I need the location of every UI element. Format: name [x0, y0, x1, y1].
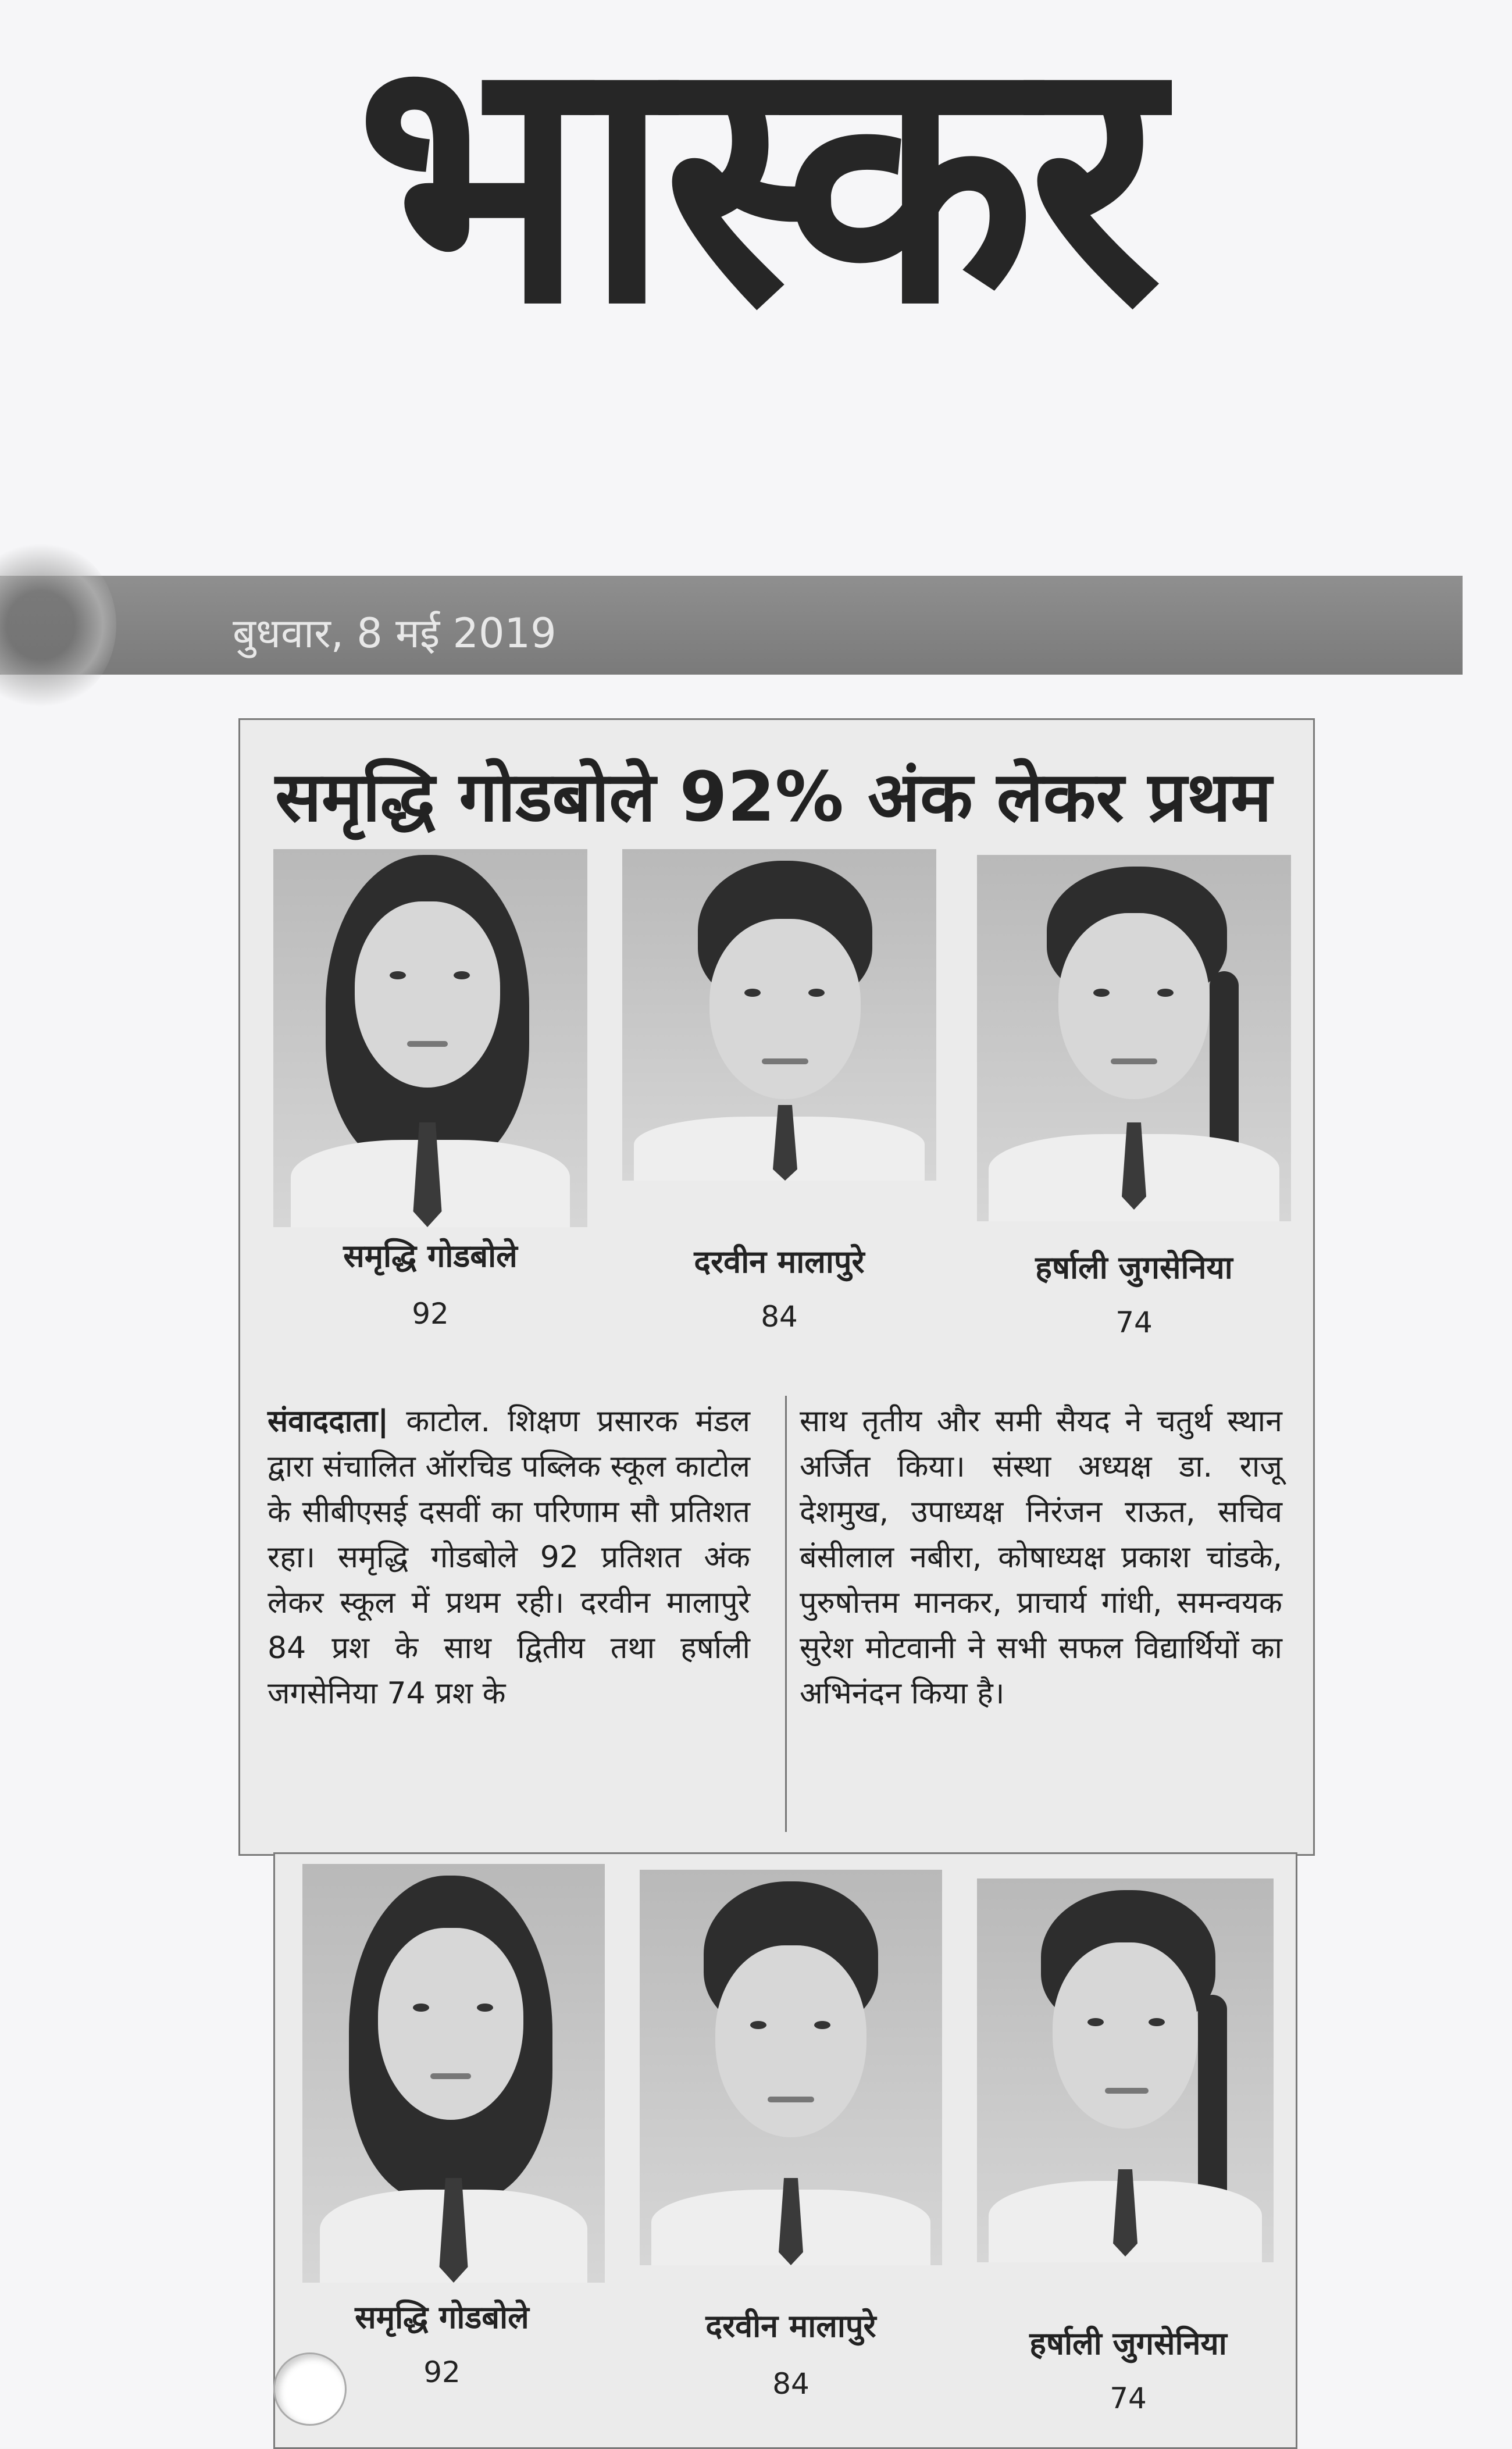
date-bar	[0, 576, 1463, 675]
student-photo-1	[273, 849, 587, 1227]
issue-date: बुधवार, 8 मई 2019	[233, 609, 557, 657]
article-text-2: साथ तृतीय और समी सैयद ने चतुर्थ स्थान अर्जित किया। संस्था अध्यक्ष डा. राजू देशमुख, उपाध्यक्ष निरंजन राऊत, सचिव बंसीलाल नबीरा, कोषाध्यक्ष प्रकाश चांडके, पुरुषोत्तम मानकर, प्राचार्य गांधी, समन्वयक सुरेश मोटवानी ने सभी सफल विद्यार्थियों का अभिनंदन किया है।	[800, 1404, 1282, 1711]
student-score-2-repeat: 84	[772, 2367, 810, 2401]
student-score-2: 84	[761, 1300, 798, 1334]
sun-logo-icon	[0, 541, 116, 710]
student-photo-2-repeat	[640, 1870, 942, 2265]
student-photo-3-repeat	[977, 1878, 1274, 2262]
student-name-2: दरवीन मालापुरे	[694, 1243, 865, 1280]
student-score-3: 74	[1115, 1306, 1153, 1339]
article-column-2	[800, 1399, 1282, 1716]
article-text-1: काटोल. शिक्षण प्रसारक मंडल द्वारा संचालित ऑरचिड पब्लिक स्कूल काटोल के सीबीएसई दसवीं का परिणाम सौ प्रतिशत रहा। समृद्धि गोडबोले 92 प्रतिशत अंक लेकर स्कूल में प्रथम रही। दरवीन मालापुरे 84 प्रश के साथ द्वितीय तथा हर्षाली जगसेनिया 74 प्रश के	[268, 1404, 751, 1711]
student-photo-3	[977, 855, 1291, 1221]
student-name-1-repeat: समृद्धि गोडबोले	[355, 2299, 529, 2336]
student-name-1: समृद्धि गोडबोले	[343, 1238, 518, 1274]
student-score-1: 92	[412, 1297, 449, 1331]
masthead	[47, 0, 1465, 380]
student-name-2-repeat: दरवीन मालापुरे	[705, 2308, 876, 2344]
column-divider	[785, 1396, 787, 1832]
masthead-title: भास्कर	[356, 0, 1156, 380]
student-score-1-repeat: 92	[423, 2355, 461, 2389]
article-byline: संवाददाता|	[268, 1404, 389, 1439]
headline: समृद्धि गोडबोले 92% अंक लेकर प्रथम	[275, 757, 1272, 837]
punch-hole	[273, 2352, 347, 2426]
article-column-1	[268, 1399, 750, 1716]
student-score-3-repeat: 74	[1110, 2382, 1147, 2415]
student-photo-2	[622, 849, 936, 1181]
student-name-3: हर्षाली जुगसेनिया	[1035, 1249, 1233, 1286]
student-photo-1-repeat	[302, 1864, 605, 2283]
student-name-3-repeat: हर्षाली जुगसेनिया	[1029, 2325, 1227, 2362]
